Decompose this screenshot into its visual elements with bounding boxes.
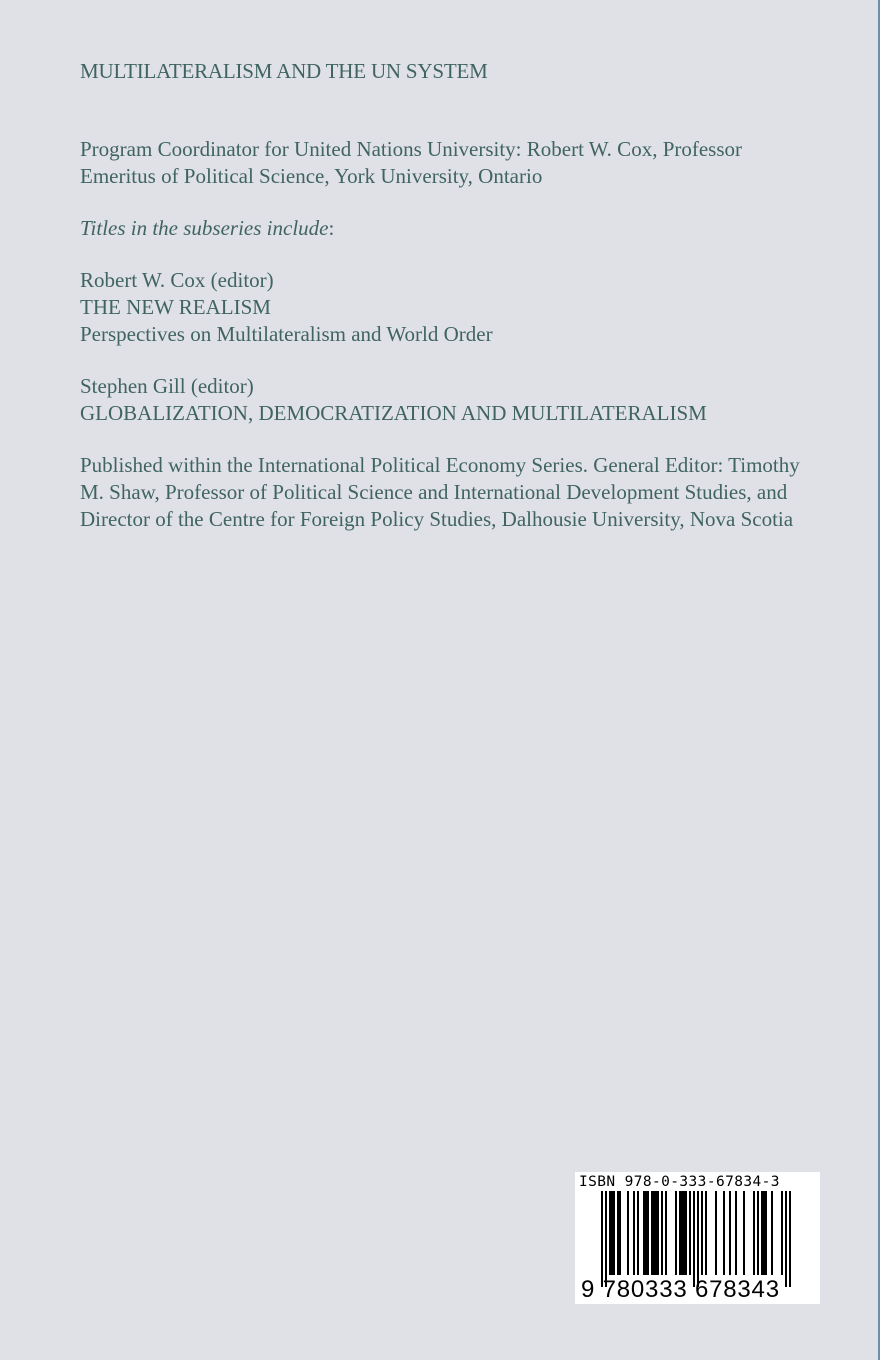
barcode-bar bbox=[651, 1191, 653, 1275]
publisher-note bbox=[80, 452, 850, 533]
barcode-bar bbox=[789, 1191, 791, 1287]
barcode-bar bbox=[601, 1191, 603, 1287]
barcode-bar bbox=[685, 1191, 687, 1275]
barcode-bar bbox=[665, 1191, 667, 1275]
series-title: MULTILATERALISM AND THE UN SYSTEM bbox=[80, 59, 488, 83]
barcode-bar bbox=[645, 1191, 647, 1275]
book-1-author: Robert W. Cox (editor) bbox=[80, 268, 274, 292]
coordinator-line-1: Program Coordinator for United Nations University: Robert W. Cox, Professor bbox=[80, 137, 743, 161]
barcode-bar bbox=[715, 1191, 717, 1275]
book-1-title: THE NEW REALISM bbox=[80, 295, 271, 319]
barcode-bar bbox=[679, 1191, 681, 1275]
barcode-bar bbox=[657, 1191, 659, 1275]
barcode-bar bbox=[681, 1191, 683, 1275]
barcode-bar bbox=[701, 1191, 703, 1275]
book-2-title: GLOBALIZATION, DEMOCRATIZATION AND MULTILATERALISM bbox=[80, 401, 707, 425]
barcode-bar bbox=[643, 1191, 645, 1275]
barcode-bar bbox=[705, 1191, 707, 1275]
book-2-author: Stephen Gill (editor) bbox=[80, 374, 254, 398]
barcode-bar bbox=[675, 1191, 677, 1275]
barcode-bar bbox=[653, 1191, 655, 1275]
barcode-bar bbox=[781, 1191, 783, 1275]
barcode-digits: 9 780333 678343 bbox=[581, 1276, 780, 1303]
barcode-bar bbox=[729, 1191, 731, 1275]
subseries-intro-italic: Titles in the subseries include bbox=[80, 216, 329, 240]
publisher-line-1: Published within the International Political Economy Series. General Editor: Timothy bbox=[80, 453, 800, 477]
barcode-bar bbox=[697, 1191, 699, 1287]
book-entry-2 bbox=[80, 373, 850, 427]
book-entry-1 bbox=[80, 267, 850, 348]
barcode-bar bbox=[689, 1191, 691, 1275]
barcode-bar bbox=[627, 1191, 629, 1275]
barcode-bar bbox=[693, 1191, 695, 1287]
barcode-bar bbox=[765, 1191, 767, 1275]
barcode-bar bbox=[771, 1191, 773, 1275]
subseries-intro-line bbox=[80, 215, 850, 242]
barcode-bar bbox=[613, 1191, 615, 1275]
barcode-bar bbox=[761, 1191, 763, 1275]
barcode-bar bbox=[753, 1191, 755, 1275]
barcode-bar bbox=[605, 1191, 607, 1287]
subseries-intro bbox=[80, 215, 850, 242]
barcode-bar bbox=[723, 1191, 725, 1275]
back-cover-text bbox=[80, 58, 850, 558]
barcode-bar bbox=[609, 1191, 611, 1275]
isbn-label: ISBN 978-0-333-67834-3 bbox=[579, 1174, 780, 1190]
book-1-subtitle: Perspectives on Multilateralism and World Order bbox=[80, 322, 493, 346]
barcode-bar bbox=[683, 1191, 685, 1275]
barcode-bar bbox=[637, 1191, 639, 1275]
barcode-bar bbox=[743, 1191, 745, 1275]
barcode-bar bbox=[785, 1191, 787, 1287]
isbn-barcode bbox=[575, 1172, 820, 1304]
barcode-bar bbox=[763, 1191, 765, 1275]
barcode-bar bbox=[619, 1191, 621, 1275]
barcode-bar bbox=[633, 1191, 635, 1275]
subseries-intro-colon: : bbox=[328, 216, 335, 240]
barcode-bar bbox=[655, 1191, 657, 1275]
barcode-bar bbox=[647, 1191, 649, 1275]
barcode-bar bbox=[757, 1191, 759, 1275]
coordinator-line-2: Emeritus of Political Science, York University, Ontario bbox=[80, 164, 543, 188]
barcode-bar bbox=[735, 1191, 737, 1275]
barcode-bar bbox=[611, 1191, 613, 1275]
coordinator-note bbox=[80, 136, 850, 190]
barcode-bar bbox=[661, 1191, 663, 1275]
publisher-line-2: M. Shaw, Professor of Political Science and International Development Studies, and bbox=[80, 480, 788, 504]
barcode-bar bbox=[617, 1191, 619, 1275]
publisher-line-3: Director of the Centre for Foreign Policy Studies, Dalhousie University, Nova Scotia bbox=[80, 507, 794, 531]
